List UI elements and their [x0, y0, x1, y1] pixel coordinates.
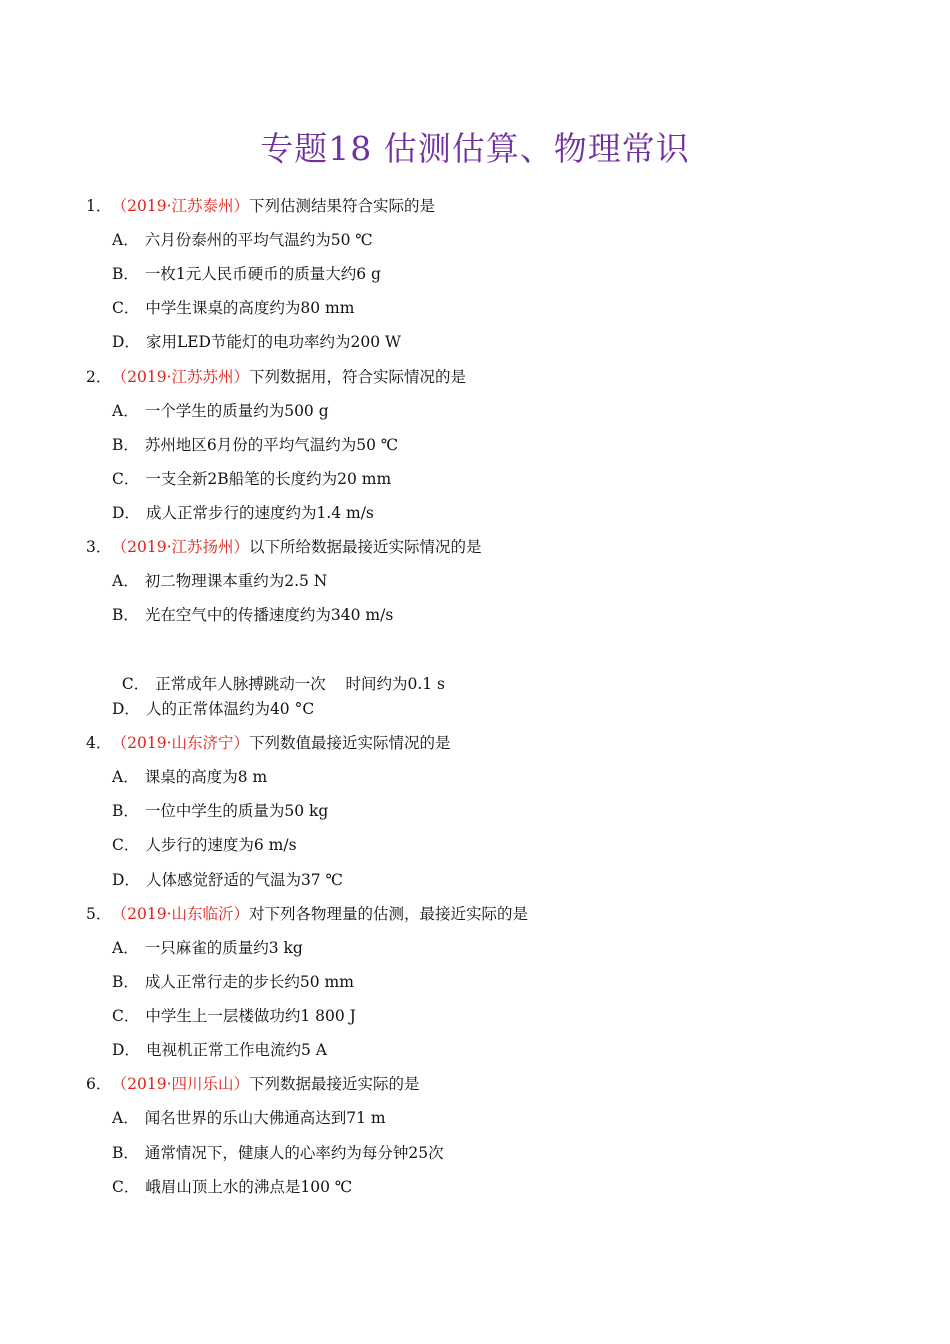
question-source: （2019·山东济宁）	[119, 734, 249, 752]
option-text: 正常成年人脉搏跳动一次 时间约为0.1 s	[155, 675, 445, 693]
option-label: D．	[112, 1041, 140, 1059]
option-label: C．	[121, 675, 150, 693]
option-label: C．	[112, 470, 140, 488]
option-label: D．	[112, 700, 140, 718]
option-label: A．	[112, 1109, 139, 1127]
option-label: C．	[112, 299, 140, 317]
question-stem: 对下列各物理量的估测，最接近实际的是	[249, 905, 529, 923]
option-4d	[112, 869, 343, 891]
question-2	[86, 366, 466, 388]
question-stem: 以下所给数据最接近实际情况的是	[249, 538, 482, 556]
option-label: C．	[112, 836, 140, 854]
question-1	[86, 195, 435, 217]
option-text: 一个学生的质量约为500 g	[144, 402, 329, 420]
option-3a	[112, 570, 327, 592]
option-text: 人的正常体温约为40 °C	[145, 700, 315, 718]
option-label: B．	[112, 1144, 139, 1162]
option-5c	[112, 1005, 356, 1027]
option-label: A．	[112, 402, 139, 420]
question-number: 4．	[86, 734, 112, 752]
option-label: B．	[112, 265, 139, 283]
option-6c	[112, 1176, 352, 1198]
option-text: 家用LED节能灯的电功率约为200 W	[145, 333, 401, 351]
option-label: B．	[112, 802, 139, 820]
question-number: 6．	[86, 1075, 112, 1093]
option-1a	[112, 229, 373, 251]
option-label: D．	[112, 871, 140, 889]
option-3b	[112, 604, 393, 626]
option-label: A．	[112, 572, 139, 590]
page-title: 专题18 估测估算、物理常识	[260, 129, 690, 168]
question-number: 3．	[86, 538, 112, 556]
question-4	[86, 732, 451, 754]
question-source: （2019·江苏扬州）	[119, 538, 249, 556]
option-text: 苏州地区6月份的平均气温约为50 ℃	[144, 436, 399, 454]
option-label: A．	[112, 768, 139, 786]
question-stem: 下列数值最接近实际情况的是	[249, 734, 451, 752]
option-text: 电视机正常工作电流约5 A	[145, 1041, 327, 1059]
option-text: 课桌的高度为8 m	[144, 768, 268, 786]
option-text: 初二物理课本重约为2.5 N	[144, 572, 328, 590]
question-number: 1．	[86, 197, 112, 215]
option-4a	[112, 766, 267, 788]
question-number: 5．	[86, 905, 112, 923]
option-text: 通常情况下，健康人的心率约为每分钟25次	[144, 1144, 444, 1162]
option-label: C．	[112, 1178, 140, 1196]
option-text: 一位中学生的质量为50 kg	[144, 802, 329, 820]
option-2b	[112, 434, 398, 456]
option-text: 一只麻雀的质量约3 kg	[144, 939, 303, 957]
option-text: 一枚1元人民币硬币的质量大约6 g	[144, 265, 381, 283]
option-4c	[112, 834, 297, 856]
question-source: （2019·江苏泰州）	[119, 197, 249, 215]
question-6	[86, 1073, 420, 1095]
option-text: 成人正常步行的速度约为1.4 m/s	[145, 504, 374, 522]
option-text: 闻名世界的乐山大佛通高达到71 m	[144, 1109, 386, 1127]
question-source: （2019·江苏苏州）	[119, 368, 249, 386]
option-text: 六月份泰州的平均气温约为50 ℃	[144, 231, 373, 249]
option-3d	[112, 698, 314, 720]
option-2c	[112, 468, 391, 490]
option-text: 人步行的速度为6 m/s	[145, 836, 297, 854]
option-text: 一支全新2B船笔的长度约为20 mm	[145, 470, 392, 488]
question-3	[86, 536, 482, 558]
option-label: C．	[112, 1007, 140, 1025]
question-source: （2019·四川乐山）	[119, 1075, 249, 1093]
option-label: A．	[112, 231, 139, 249]
question-5	[86, 903, 528, 925]
question-number: 2．	[86, 368, 112, 386]
option-1b	[112, 263, 381, 285]
option-text: 成人正常行走的步长约50 mm	[144, 973, 354, 991]
option-6b	[112, 1142, 444, 1164]
option-1d	[112, 331, 401, 353]
option-1c	[112, 297, 354, 319]
option-text: 中学生上一层楼做功约1 800 J	[145, 1007, 356, 1025]
option-text: 中学生课桌的高度约为80 mm	[145, 299, 355, 317]
option-2d	[112, 502, 374, 524]
option-label: D．	[112, 333, 140, 351]
option-label: B．	[112, 973, 139, 991]
option-3c	[112, 651, 445, 695]
option-5a	[112, 937, 303, 959]
option-5d	[112, 1039, 327, 1061]
option-label: B．	[112, 436, 139, 454]
option-label: A．	[112, 939, 139, 957]
option-text: 人体感觉舒适的气温为37 ℃	[145, 871, 343, 889]
option-2a	[112, 400, 329, 422]
option-text: 峨眉山顶上水的沸点是100 ℃	[145, 1178, 353, 1196]
option-label: D．	[112, 504, 140, 522]
option-6a	[112, 1107, 386, 1129]
option-label: B．	[112, 606, 139, 624]
option-5b	[112, 971, 354, 993]
question-stem: 下列估测结果符合实际的是	[249, 197, 436, 215]
question-source: （2019·山东临沂）	[119, 905, 249, 923]
option-text: 光在空气中的传播速度约为340 m/s	[144, 606, 394, 624]
option-4b	[112, 800, 328, 822]
question-stem: 下列数据用，符合实际情况的是	[249, 368, 467, 386]
question-stem: 下列数据最接近实际的是	[249, 1075, 420, 1093]
